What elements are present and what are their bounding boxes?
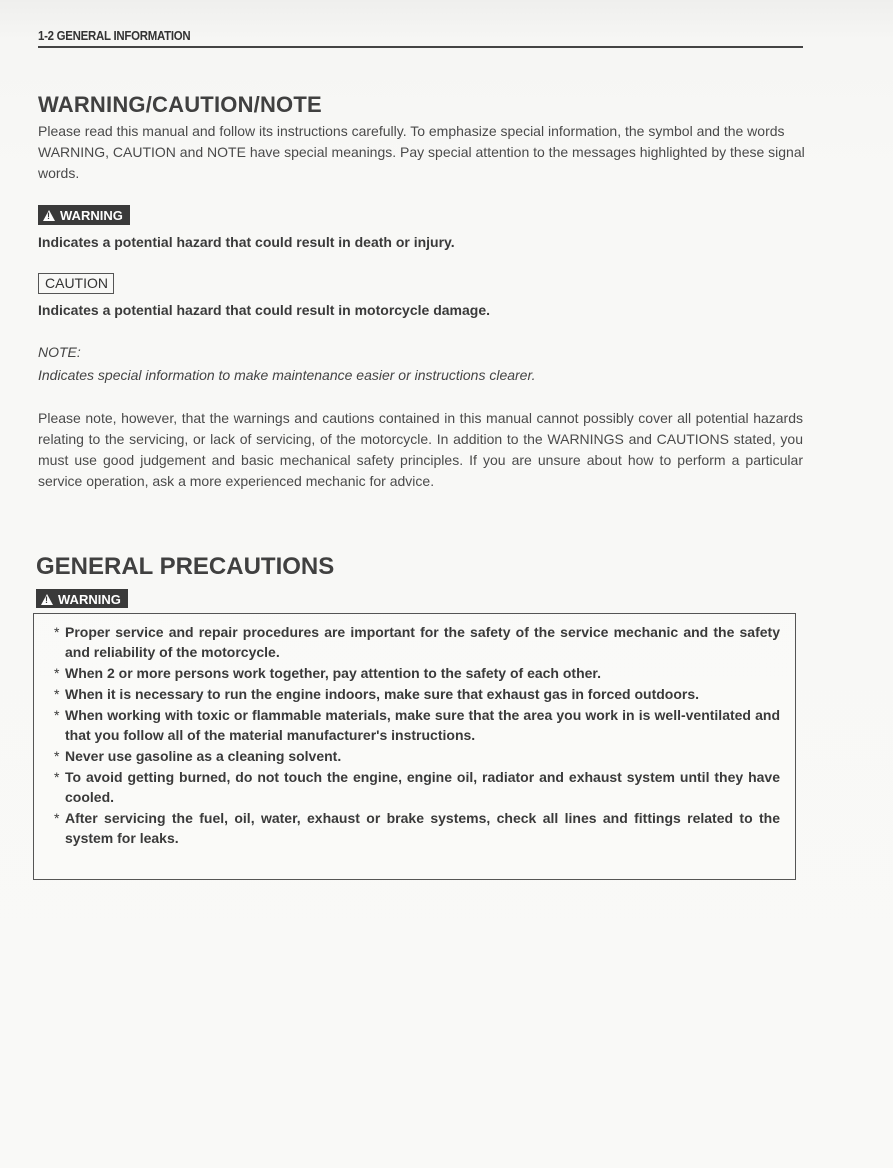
intro-paragraph: Please read this manual and follow its instructions carefully. To emphasize special information, the symbol and the words WARNING, CAUTION and NOTE have special meanings. Pay special attention to the messages highlighted by these signal words. xyxy=(38,123,805,181)
section-title-warning-caution-note: WARNING/CAUTION/NOTE xyxy=(38,92,322,117)
note-definition: Indicates special information to make maintenance easier or instructions clearer. xyxy=(38,367,536,383)
list-item: * Never use gasoline as a cleaning solvent. xyxy=(54,748,342,764)
list-item: * When working with toxic or flammable materials, make sure that the area you work in is well-ventilated and that you follow all of the material manufacturer's instructions. xyxy=(54,707,780,743)
warning-badge-label: WARNING xyxy=(60,208,123,223)
warning-badge xyxy=(38,205,130,225)
precautions-list xyxy=(54,622,780,849)
list-item: * When 2 or more persons work together, pay attention to the safety of each other. xyxy=(54,665,601,681)
section-title-general-precautions: GENERAL PRECAUTIONS xyxy=(36,553,335,580)
list-item: * After servicing the fuel, oil, water, exhaust or brake systems, check all lines and fittings related to the system for leaks. xyxy=(54,810,780,846)
precautions-box xyxy=(33,613,796,880)
caution-badge: CAUTION xyxy=(38,273,114,294)
caution-definition: Indicates a potential hazard that could result in motorcycle damage. xyxy=(38,302,490,318)
list-item: * To avoid getting burned, do not touch the engine, engine oil, radiator and exhaust system until they have cooled. xyxy=(54,769,780,805)
precautions-warning-badge xyxy=(36,589,128,608)
page-header-label: 1-2 GENERAL INFORMATION xyxy=(38,28,191,43)
warning-definition: Indicates a potential hazard that could result in death or injury. xyxy=(38,234,455,250)
list-item: * When it is necessary to run the engine indoors, make sure that exhaust gas in forced outdoors. xyxy=(54,686,700,702)
warning-triangle-icon xyxy=(43,210,55,221)
note-label: NOTE: xyxy=(38,344,81,360)
warning-triangle-icon xyxy=(41,594,53,605)
disclaimer-paragraph: Please note, however, that the warnings and cautions contained in this manual cannot possibly cover all potential hazards relating to the servicing, or lack of servicing, of the motorcycle. In addition to the WARNINGS and CAUTIONS stated, you must use good judgement and basic mechanical safety principles. If you are unsure about how to perform a particular service operation, ask a more experienced mechanic for advice. xyxy=(38,410,803,489)
list-item: * Proper service and repair procedures are important for the safety of the service mechanic and the safety and reliability of the motorcycle. xyxy=(54,624,780,660)
warning-badge-label: WARNING xyxy=(58,591,121,607)
page-header xyxy=(38,26,803,48)
